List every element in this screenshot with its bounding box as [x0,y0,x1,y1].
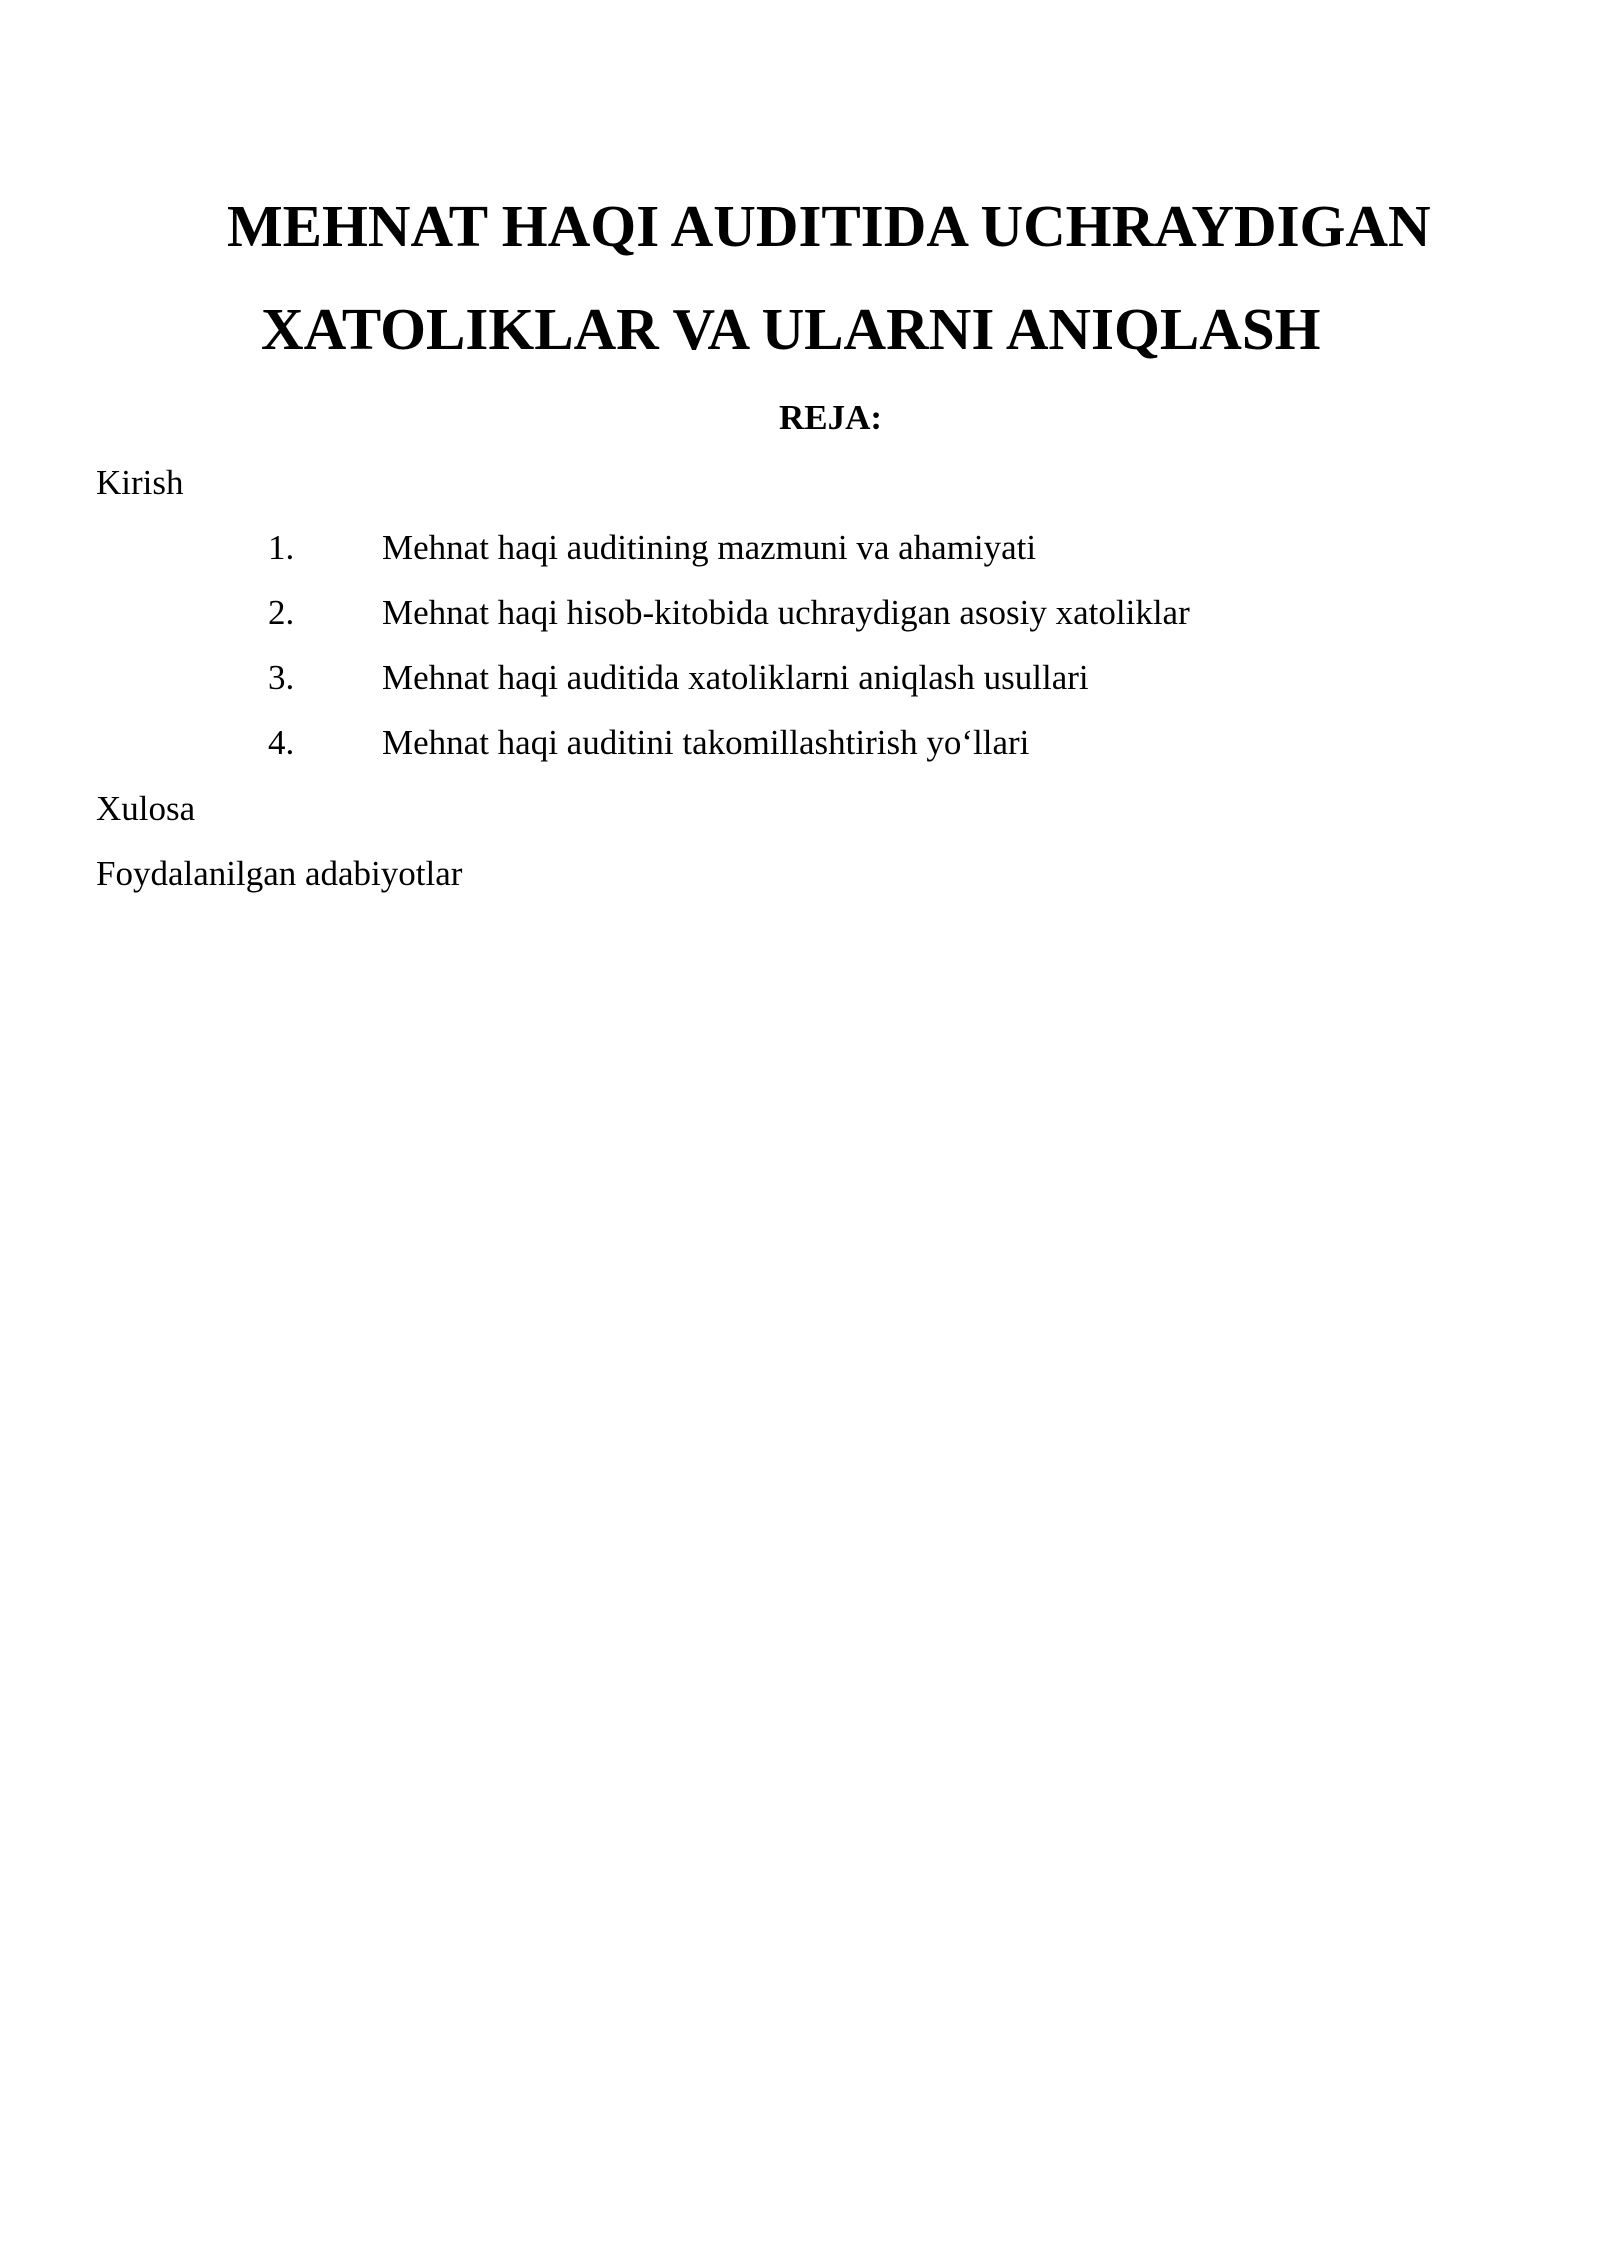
plan-item-number: 2. [268,593,295,632]
plan-item-text: Mehnat haqi auditining mazmuni va ahamiyati [382,528,1037,567]
plan-item-text: Mehnat haqi hisob-kitobida uchraydigan asosiy xatoliklar [382,593,1190,632]
document-title-line-1: MEHNAT HAQI AUDITIDA UCHRAYDIGAN [227,193,1431,259]
plan-heading: REJA: [779,398,883,437]
document-title-line-2: XATOLIKLAR VA ULARNI ANIQLASH [261,296,1321,362]
plan-item-number: 1. [268,528,295,567]
references-entry: Foydalanilgan adabiyotlar [96,854,463,893]
plan-item-text: Mehnat haqi auditini takomillashtirish yo‘llari [382,723,1030,762]
plan-item-text: Mehnat haqi auditida xatoliklarni aniqlash usullari [382,658,1089,697]
conclusion-entry: Xulosa [96,789,196,828]
plan-item-number: 4. [268,723,295,762]
plan-item-number: 3. [268,658,295,697]
intro-entry: Kirish [96,463,184,502]
